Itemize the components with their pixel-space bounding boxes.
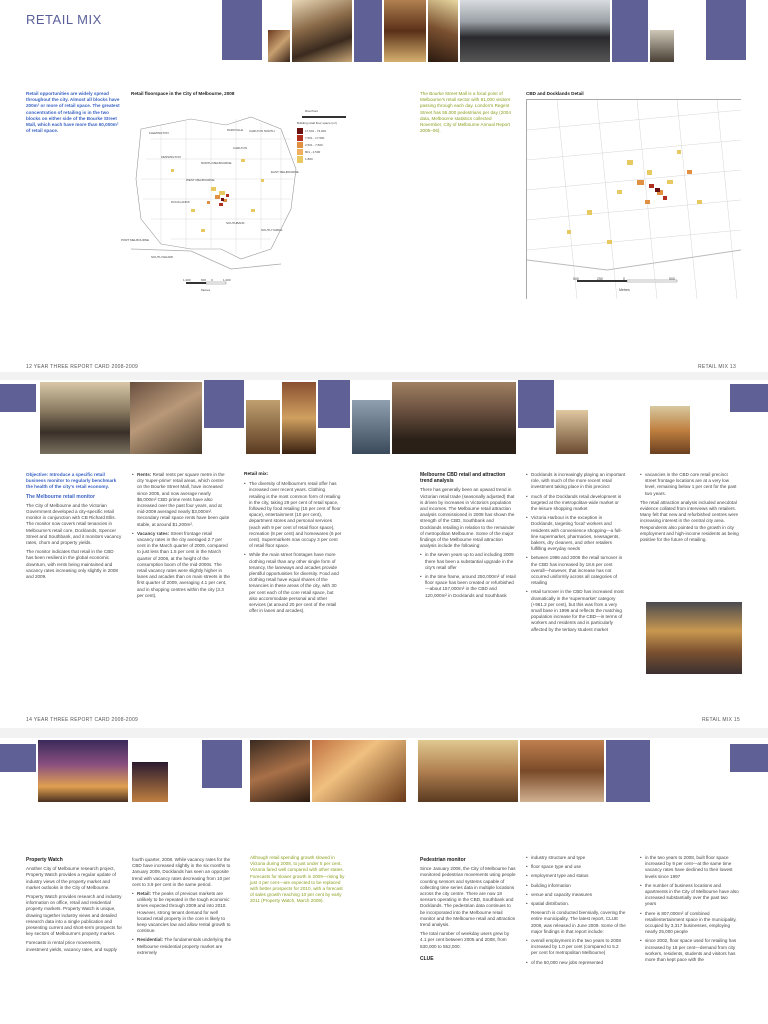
accent-block — [612, 0, 648, 62]
page-title: RETAIL MIX — [26, 12, 102, 27]
map1-label-carlton-north: CARLTON NORTH — [249, 129, 275, 133]
photo-woman-street — [40, 382, 130, 454]
page-spread-3 — [0, 730, 768, 1024]
pw-paragraph-2: Property Watch provides research and industry information on office, retail and residential property markets. Property Watch is unique, drawing together industry views and detailed research data into a single publication and presenting current and short-term prospects for key sectors of Melbourne's property market. — [26, 894, 123, 937]
footer-right: RETAIL MIX 15 — [702, 717, 741, 723]
accent-block — [0, 744, 36, 772]
footer-right: RETAIL MIX 13 — [698, 364, 737, 370]
map1-label-parkville: PARKVILLE — [227, 128, 244, 132]
map2-scale-0: 0 — [623, 277, 625, 281]
list-item: • between 1996 and 2006 the retail turnover in the CBD has increased by 18.6 per cent overall—however, that increase has not occurred uniformly across all categories of retailing — [526, 555, 626, 586]
photo-shopfront-street — [646, 602, 742, 674]
list-item-retail — [132, 891, 232, 934]
attraction-paragraph: The retail attraction analysis included anecdotal evidence collated from interviews with retailers. Many felt that new and refurbished centres were increasing interest in the central city area. Respondents also pointed to the growth in city employment and high-income residents as being positive for the future of retailing. — [640, 499, 739, 543]
list-item: • since 2002, floor space used for retailing has increased by 18 per cent—demand from city workers, residents, students and visitors has more than kept pace with the — [640, 938, 740, 963]
map2-scale-500a: 500 — [573, 277, 579, 281]
map1-label-north-melbourne: NORTH MELBOURNE — [201, 161, 232, 165]
legend-riverfront: Riverfront — [305, 109, 319, 113]
map1-scale-1200a: 1,200 — [183, 278, 191, 282]
footer-left: 12 YEAR THREE REPORT CARD 2008-2009 — [26, 364, 139, 370]
list-item: • in the time frame, around 250,000m² of retail floor space has been created or refurbished—about 157,000m² in the CBD and 120,000m² in Docklands and Southbank — [420, 574, 516, 599]
heading-pedestrian-monitor: Pedestrian monitor — [420, 857, 466, 863]
clue-paragraph: Research is conducted biennially, covering the entire municipality. The latest report, CLUE 2008, was released in June 2009. Some of the major findings in that report include: — [531, 910, 626, 934]
list-item: • The diversity of Melbourne's retail offer has increased over recent years. Clothing retailing is the most common form of retailing in the city, taking 29 per cent of retail space, followed by food retailing (15 per cent of floor space), entertainment (10 per cent), department stores and personal services (each with 9 per cent of retail floor space), recreation (8 per cent) and homewares (6 per cent). Supermarkets now occupy 3 per cent of retail floor space. — [244, 481, 342, 549]
cbd-paragraph: There has generally been an upward trend in Victorian retail trade (seasonally adjusted) that is driven by increases in Victoria's population and incomes. The Melbourne retail attraction analysis commissioned in 2008 has shown the strength of the CBD, Southbank and Docklands retailing in relation to the remainder of metropolitan Melbourne. Some of the major findings of the Melbourne retail attraction analysis include the following: — [420, 487, 515, 549]
list-item: • spatial distribution. — [526, 901, 626, 907]
list-item-vacancy — [132, 531, 230, 599]
footer-left: 14 YEAR THREE REPORT CARD 2008-2009 — [26, 717, 139, 723]
photo-retail-interior — [130, 382, 202, 454]
page-spread-1 — [0, 0, 768, 370]
list-item: • much of the Docklands retail development is targeted at the metropolitan-wide market or the leisure shopping market — [526, 494, 626, 513]
heading-cbd-retail: Melbourne CBD retail and attraction trend analysis — [420, 472, 506, 485]
map1-label-flemington: FLEMINGTON — [149, 131, 169, 135]
list-item: • of the 50,000 new jobs represented — [526, 960, 626, 966]
map1-label-docklands: DOCKLANDS — [171, 200, 190, 204]
photo-fashion — [282, 382, 316, 454]
bourke-street-text: The Bourke Street Mall is a focal point of Melbourne's retail sector with 81,000 visitors passing through each day. London's Regent Street has 55,000 pedestrians per day (2004 data, Melbourne statistics collected November, City of Melbourne Annual Report 2005–06). — [420, 91, 511, 134]
accent-block — [318, 380, 350, 428]
photo-flinders-station — [650, 406, 690, 454]
legend-range-5: 1-800 — [297, 156, 351, 162]
list-item: • industry structure and type — [526, 855, 626, 861]
monitor-paragraph-2: The monitor indicates that retail in the CBD has been resilient in the global economic downturn, with rents being maintained and vacancy rates increasing only slightly in 2008 and 2009. — [26, 549, 118, 580]
bullet-text: Retail rents per square metre in the city 'super-prime' retail areas, which centre on the Bourke Street Mall, have increased since 2005, and now average nearly $6,000m² CBD prime rents have also increased over the past four years, and at mid-2009 averaged nearly $3,000m². Secondary retail space rents have been quite stable, at around $1,200m². — [137, 472, 230, 527]
map1-label-kensington: KENSINGTON — [161, 155, 181, 159]
map1-scale-0: 0 — [211, 278, 213, 282]
legend-range-4: 801 - 2,500 — [297, 149, 351, 155]
accent-block — [354, 0, 382, 62]
ped-paragraph-2: The total number of weekday users grew by 4.1 per cent between 2005 and 2008, from 530,000 to 552,000. — [420, 931, 510, 949]
map1-scale-1200b: 1,200 — [223, 278, 231, 282]
photo-shop-window — [520, 740, 604, 802]
map1-scale-unit: Metres — [201, 288, 211, 292]
map1-label-east-melbourne: EAST MELBOURNE — [271, 170, 299, 174]
legend-range-2: 7,501 - 17,500 — [297, 135, 351, 141]
legend-suburb: Suburb — [297, 114, 351, 120]
objective-text: Objective: Introduce a specific retail business monitor to regularly benchmark the health of the city's retail economy. — [26, 472, 117, 490]
spread-divider — [0, 728, 768, 738]
map2-scale-500b: 500 — [669, 277, 675, 281]
col-1 — [26, 857, 122, 956]
photo-food-cart — [250, 740, 310, 802]
spread-divider — [0, 372, 768, 380]
list-item: • Docklands is increasingly playing an important role, with much of the more recent retail investment taking place in this precinct — [526, 472, 626, 491]
pw-paragraph-1: Another City of Melbourne research project, Property Watch provides a regular update of industry views of the property market and market outlooks in the City of Melbourne. — [26, 866, 116, 890]
heading-clue: CLUE — [420, 955, 434, 962]
photo-sale-sign — [312, 740, 406, 802]
photo-shop-sign — [556, 410, 588, 454]
list-item-rents — [132, 472, 230, 528]
list-item-residential — [132, 937, 232, 956]
legend-range-1: 17,501 - 73,000 — [297, 128, 351, 134]
legend-heading: Building retail floor space (m²) — [297, 121, 337, 126]
accent-block — [518, 380, 554, 428]
photo-night-towers — [132, 762, 168, 802]
map1-label-southbank: SOUTHBANK — [226, 221, 245, 225]
accent-block — [204, 380, 244, 428]
col-6 — [640, 855, 740, 966]
photo-lanterns — [418, 740, 518, 802]
map2 — [526, 99, 741, 299]
col2-paragraph: fourth quarter, 2008. While vacancy rates for the CBD have increased slightly in the six months to January 2009, Docklands has seen an opposite trend with vacancy rates decreasing from 10 per cent to 3.9 per cent in the same period. — [132, 857, 231, 887]
photo-city-night — [38, 740, 128, 802]
map1 — [121, 99, 351, 299]
page-spread-2 — [0, 380, 768, 730]
photo-street-crowd — [460, 0, 610, 62]
map1-label-south-wharf: SOUTH WHARF — [151, 255, 174, 259]
list-item: • employment type and status — [526, 873, 626, 879]
map1-label-west-melbourne: WEST MELBOURNE — [186, 178, 215, 182]
col-5 — [526, 472, 626, 636]
bullet-lead: Retail: — [137, 891, 152, 897]
col-6 — [640, 472, 740, 546]
bullet-lead: Rents: — [137, 472, 152, 477]
heading-retail-mix: Retail mix: — [244, 472, 269, 477]
bullet-lead: Vacancy rates: — [137, 530, 170, 536]
list-item: • building information — [526, 883, 626, 889]
map1-title: Retail floorspace in the City of Melbourne, 2008 — [131, 91, 235, 96]
bullet-lead: Residential: — [137, 937, 164, 943]
col-4 — [420, 472, 516, 602]
legend-range-3: 2,501 - 7,500 — [297, 142, 351, 148]
heading-retail-monitor: The Melbourne retail monitor — [26, 493, 95, 500]
map1-label-carlton: CARLTON — [233, 146, 248, 150]
accent-block — [606, 740, 650, 802]
col-3 — [244, 472, 342, 617]
intro-text: Retail opportunities are widely spread throughout the city. Almost all blocks have 200m² or more of retail space. The greatest concentration of retailing is in the two blocks on either side of the Bourke Street Mall, which each have more than 60,000m² of retail space. — [26, 91, 120, 134]
monitor-paragraph-1: The City of Melbourne and the Victorian Government developed a city-specific retail monitor in conjunction with CB Richard Ellis. The monitor now covers retail tenancies in Melbourne's retail core, Docklands, Spencer Street and Southbank, and it monitors vacancy rates, churn and property yields. — [26, 502, 122, 546]
col-2 — [132, 857, 232, 959]
photo-crowd-small — [650, 30, 674, 62]
list-item: • in the seven years up to and including 2009 there has been a substantial upgrade in the city's retail offer — [420, 552, 516, 571]
photo-glass-store — [352, 400, 390, 454]
list-item: • While the main street frontages have more clothing retail than any other single form of tenancy, the laneways and arcades provide plentiful opportunities for diversity. Food and clothing retail have equal shares of the tenancies in these areas of the city, with 30 per cent each of the core retail space, but also accommodate personal and other services (at around 20 per cent of the retail offer in lanes and arcades). — [244, 552, 342, 614]
ped-paragraph-1: Since January 2006, the City of Melbourne has monitored pedestrian movements using people counting sensors and systems capable of collecting time series data in multiple locations across the city centre. There are now 18 sensors operating in the CBD, Southbank and Docklands. The pedestrian data continues to be incorporated into the Melbourne retail monitor and the Melbourne retail and attraction trend analysis. — [420, 866, 516, 928]
accent-block — [202, 740, 242, 788]
list-item: • Victoria Harbour is the exception in Docklands, targeting 'local' workers and residents with convenience shopping—a full-line supermarket, pharmacies, newsagents, bakers, dry cleaners, and other retailers fulfilling everyday needs — [526, 515, 626, 552]
col-4 — [420, 857, 516, 965]
col-5 — [526, 855, 626, 969]
map2-scale-bar — [577, 280, 677, 282]
list-item: • vacancies in the CBD core retail precinct street frontage locations are at a very low level, remaining below 1 per cent for the past two years. — [640, 472, 740, 497]
col-1 — [26, 472, 122, 583]
heading-property-watch: Property Watch — [26, 857, 63, 863]
list-item: • in the two years to 2008, built floor space increased by 9 per cent—at the same time vacancy rates have declined to their lowest levels since 1997 — [640, 855, 740, 880]
accent-block — [0, 384, 36, 412]
list-item: • there is 807,000m² of combined retail/entertainment space in the municipality, occupied by 3,317 businesses, employing nearly 25,000 people — [640, 911, 740, 936]
photo-shopfront — [384, 0, 426, 62]
accent-block — [706, 0, 746, 60]
photo-arcade — [268, 30, 290, 62]
map2-scale-unit: Metres — [619, 288, 630, 292]
list-item: • venue and capacity measures — [526, 892, 626, 898]
accent-block — [730, 384, 768, 412]
map2-title: CBD and Docklands Detail — [526, 91, 584, 96]
map1-scale-600: 600 — [201, 278, 207, 282]
retail-spending-text: Although retail spending growth slowed in Victoria during 2008, to just under 5 per cent, Victoria fared well compared with other states. Forecasts for slower growth in 2009—rising by just 4 per cent—are expected to be replaced with better prospects for 2010, with a forecast of sales growth reaching 10 per cent by early 2011 (Property Watch, March 2009). — [250, 855, 345, 904]
bullet-text: The fundamentals underlying the Melbourne residential property market are extremely — [137, 937, 232, 955]
photo-store-interior — [292, 0, 352, 62]
photo-shopping-crowd — [392, 382, 516, 454]
bullet-text: Street frontage retail vacancy rates in the city averaged 2.7 per cent in the March quarter of 2009, compared to just less than 1.5 per cent in the March quarter of 2006, at the height of the consumption boom of the mid-2000s. The retail vacancy rates were slightly higher in lanes and arcades than on main streets in the first quarter of 2009, averaging 4.1 per cent, and in shopping centres within the city (3.3 per cent). — [137, 530, 230, 598]
col-2 — [132, 472, 230, 602]
bullet-text: The peaks of previous markets are unlikely to be repeated in the tough economic times expected through 2009 and into 2010. However, strong tenant demand for well located retail property in the core is likely to keep vacancies low and allow rental growth to continue. — [137, 891, 231, 934]
list-item: • overall employment in the two years to 2008 increased by 1.0 per cent (compared to 5.2 per cent for metropolitan Melbourne) — [526, 938, 626, 957]
map1-label-port-melbourne: PORT MELBOURNE — [121, 238, 150, 242]
list-item: • the number of business locations and apartments in the City of Melbourne have also increased substantially over the past two years — [640, 883, 740, 908]
pw-paragraph-3: Forecasts in rental price movements, investment yields, vacancy rates, and supply — [26, 940, 117, 952]
map1-label-south-yarra: SOUTH YARRA — [261, 228, 283, 232]
accent-block — [730, 744, 768, 772]
map2-scale-250: 250 — [597, 277, 603, 281]
list-item: • retail turnover in the CBD has increased most dramatically in the 'supermarket' category (+961.2 per cent), but this was from a very small base in 1996 and reflects the matching population increase for the CBD—in terms of workers and residents and is particularly affected by the tertiary student market — [526, 589, 626, 632]
map1-legend — [297, 108, 351, 163]
accent-block — [222, 0, 262, 60]
list-item: • floor space type and use — [526, 864, 626, 870]
photo-arcade-night — [246, 400, 280, 454]
photo-lights — [428, 0, 458, 62]
